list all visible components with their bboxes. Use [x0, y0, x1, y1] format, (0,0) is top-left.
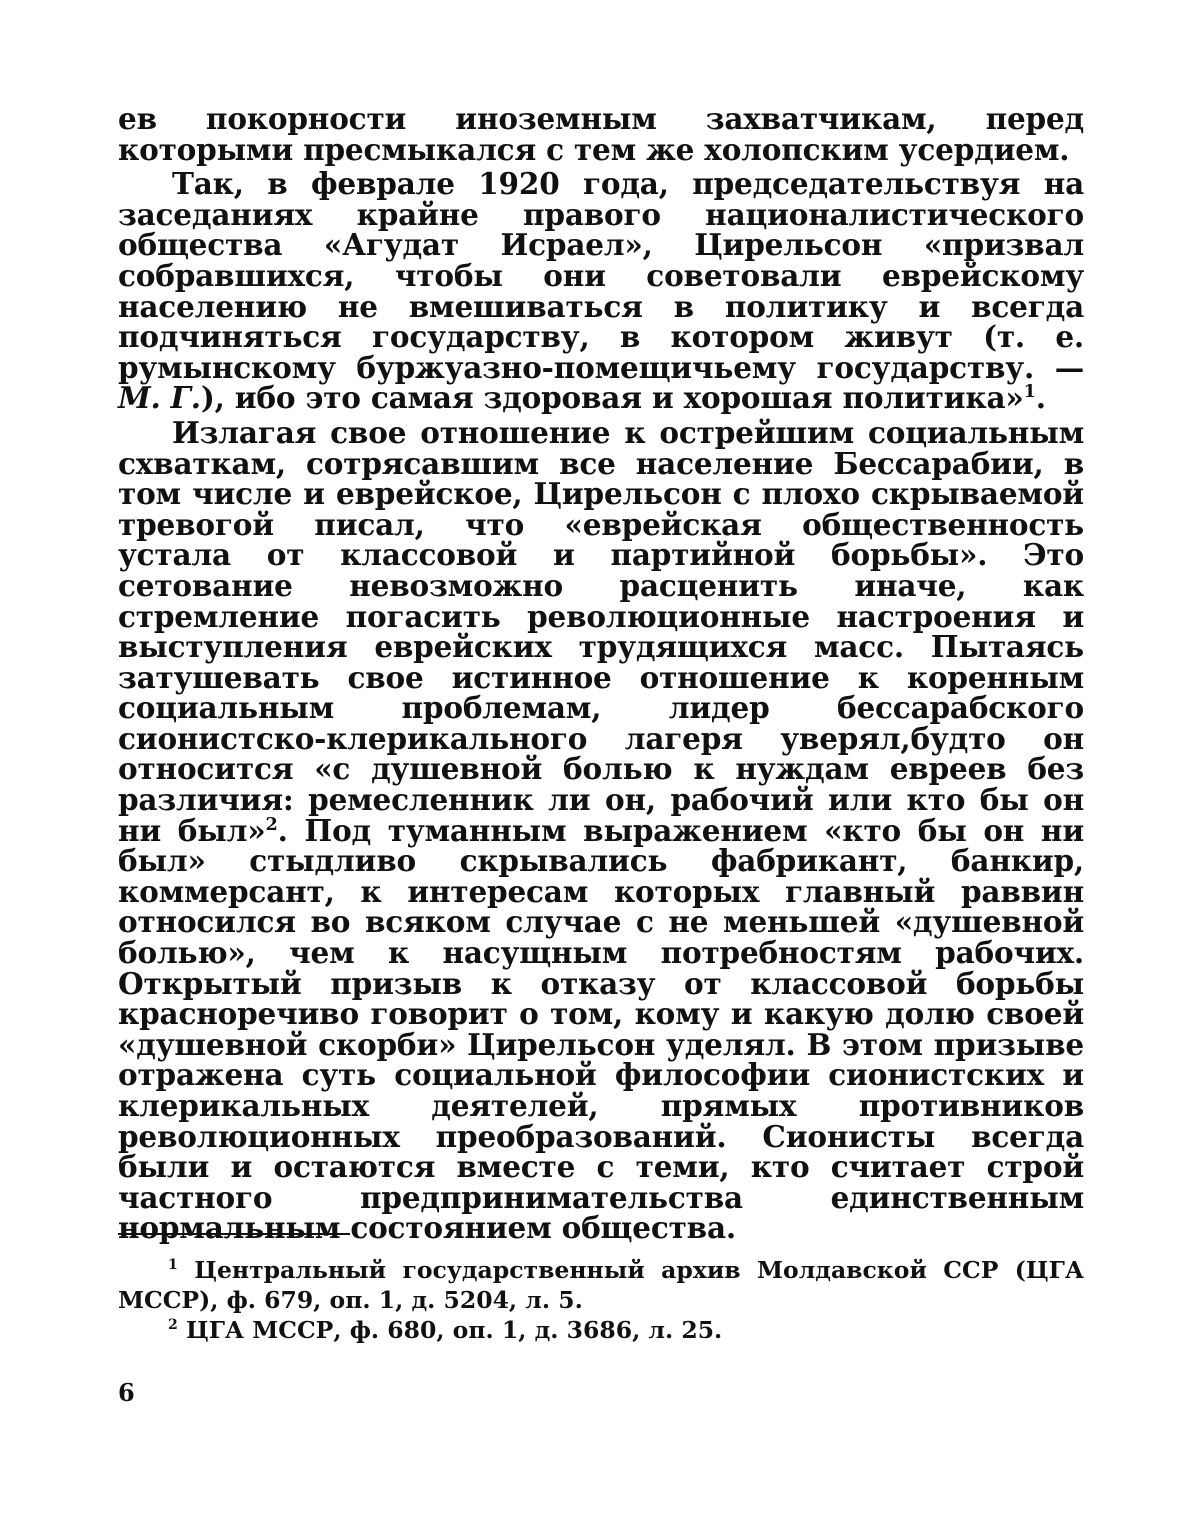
- footnote-1-text: Центральный государственный архив Молдавской ССР (ЦГА МССР), ф. 679, оп. 1, д. 5204, л. 5.: [118, 1256, 1084, 1314]
- footnote-ref-1[interactable]: 1: [1023, 381, 1036, 403]
- paragraph-1-text: ев покорности иноземным захватчикам, перед которыми пресмыкался с тем же холопским усердием.: [118, 101, 1084, 167]
- paragraph-2-end: ), ибо это самая здоровая и хорошая политика»: [200, 380, 1024, 416]
- page-number: 6: [118, 1378, 135, 1407]
- paragraph-3-text-b: . Под туманным выражением «кто бы он ни был» стыдливо скрывались фабрикант, банкир, коммерсант, к интересам которых главный раввин относился во всяком случае с не меньшей «душевной болью», чем к насущным потребностям рабочих. Открытый призыв к отказу от классовой борьбы красноречиво говорит о том, кому и какую долю своей «душевной скорби» Цирельсон уделял. В этом призыве отражена суть социальной философии сионистских и клерикальных деятелей, прямых противников революционных преобразований. Сионисты всегда были и остаются вместе с теми, кто считает строй частного предпринимательства единственным нормальным состоянием общества.: [118, 812, 1085, 1246]
- author-initials: М. Г.: [118, 380, 201, 416]
- footnote-ref-2[interactable]: 2: [265, 813, 278, 835]
- paragraph-3: [118, 414, 1085, 1246]
- paragraph-3-text-a: Излагая свое отношение к острейшим социальным схваткам, сотрясавшим все население Бессарабии, в том числе и еврейское, Цирельсон с плохо скрываемой тревогой писал, что «еврейская общественность устала от классовой и партийной борьбы». Это сетование невозможно расценить иначе, как стремление погасить революционные настроения и выступления еврейских трудящихся масс. Пытаясь затушевать свое истинное отношение к коренным социальным проблемам, лидер бессарабского сионистско-клерикального лагеря уверял,будто он относится «с душевной болью к нуждам евреев без различия: ремесленник ли он, рабочий или кто бы он ни был»: [118, 414, 1084, 848]
- paragraph-2-tail: .: [1035, 380, 1046, 416]
- footnote-divider: [118, 1233, 350, 1235]
- paragraph-2: [118, 166, 1084, 416]
- footnote-2: [118, 1315, 1084, 1345]
- footnotes: [118, 1255, 1084, 1345]
- footnote-mark-1: 1: [168, 1257, 178, 1274]
- page-body: [118, 101, 1085, 1246]
- paragraph-1: [118, 101, 1084, 167]
- footnote-1: [118, 1255, 1084, 1315]
- footnote-mark-2: 2: [168, 1317, 178, 1334]
- main-text: [118, 101, 1085, 1246]
- paragraph-2-text: Так, в феврале 1920 года, председательствуя на заседаниях крайне правого националистического общества «Агудат Исраел», Цирельсон «призвал собравшихся, чтобы они советовали еврейскому населению не вмешиваться в политику и всегда подчиняться государству, в котором живут (т. е. румынскому буржуазно-помещичьему государству. —: [118, 166, 1084, 385]
- footnote-2-text: ЦГА МССР, ф. 680, оп. 1, д. 3686, л. 25.: [186, 1316, 723, 1344]
